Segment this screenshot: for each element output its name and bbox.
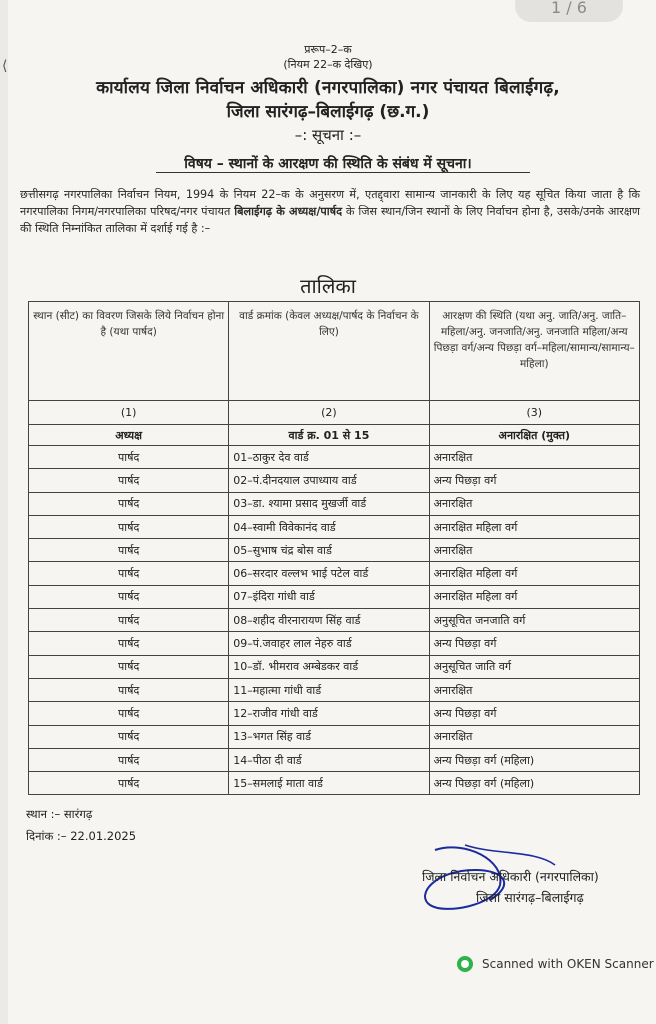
ward-post-cell: पार्षद — [29, 469, 229, 492]
corner-mark: ⟨ — [2, 58, 8, 74]
ward-post-cell: पार्षद — [29, 655, 229, 678]
place-label: स्थान :– सारंगढ़ — [26, 807, 93, 821]
subject-line: विषय – स्थानों के आरक्षण की स्थिति के संबंध में सूचना। — [184, 156, 472, 172]
table-row — [29, 492, 640, 515]
scanner-watermark — [456, 955, 654, 973]
table-row — [29, 725, 640, 748]
table-row — [29, 539, 640, 562]
reservation-status-cell: अनारक्षित — [429, 446, 639, 469]
signatory-line2: जिला सारंगढ़–बिलाईगढ़ — [476, 890, 584, 905]
ward-name-cell: 15–समलाई माता वार्ड — [229, 772, 429, 795]
president-status: अनारक्षित (मुक्त) — [429, 425, 639, 446]
ward-name-cell: 03–डा. श्यामा प्रसाद मुखर्जी वार्ड — [229, 492, 429, 515]
table-row — [29, 772, 640, 795]
table-row — [29, 678, 640, 701]
date-label: दिनांक :– 22.01.2025 — [26, 829, 137, 843]
reservation-status-cell: अनारक्षित महिला वर्ग — [429, 515, 639, 538]
ward-post-cell: पार्षद — [29, 562, 229, 585]
ward-post-cell: पार्षद — [29, 446, 229, 469]
ward-name-cell: 02–पं.दीनदयाल उपाध्याय वार्ड — [229, 469, 429, 492]
reservation-status-cell: अनुसूचित जनजाति वर्ग — [429, 609, 639, 632]
table-row — [29, 702, 640, 725]
president-ward: वार्ड क्र. 01 से 15 — [229, 425, 429, 446]
notice-heading: –: सूचना :– — [294, 126, 362, 144]
intro-paragraph — [20, 186, 640, 237]
ward-post-cell: पार्षद — [29, 539, 229, 562]
reservation-table — [28, 301, 640, 795]
reservation-status-cell: अनारक्षित महिला वर्ग — [429, 585, 639, 608]
president-row — [29, 425, 640, 446]
ward-name-cell: 14–पीठा दी वार्ड — [229, 748, 429, 771]
column-number-3: (3) — [429, 401, 639, 425]
reservation-status-cell: अनारक्षित — [429, 678, 639, 701]
table-row — [29, 585, 640, 608]
reservation-status-cell: अन्य पिछड़ा वर्ग — [429, 469, 639, 492]
ward-name-cell: 05–सुभाष चंद्र बोस वार्ड — [229, 539, 429, 562]
column-number-2: (2) — [229, 401, 429, 425]
office-title-line2: जिला सारंगढ़–बिलाईगढ़ (छ.ग.) — [226, 102, 430, 122]
table-row — [29, 562, 640, 585]
table-header-row — [29, 302, 640, 401]
oken-logo-icon — [456, 955, 474, 973]
ward-post-cell: पार्षद — [29, 492, 229, 515]
table-row — [29, 632, 640, 655]
table-row — [29, 515, 640, 538]
column-header-ward: वार्ड क्रमांक (केवल अध्यक्ष/पार्षद के निर्वाचन के लिए) — [229, 302, 429, 401]
reservation-status-cell: अनारक्षित महिला वर्ग — [429, 562, 639, 585]
ward-post-cell: पार्षद — [29, 678, 229, 701]
reservation-status-cell: अन्य पिछड़ा वर्ग — [429, 702, 639, 725]
ward-name-cell: 11–महात्मा गांधी वार्ड — [229, 678, 429, 701]
ward-rows — [29, 446, 640, 795]
ward-post-cell: पार्षद — [29, 772, 229, 795]
ward-name-cell: 12–राजीव गांधी वार्ड — [229, 702, 429, 725]
column-header-post: स्थान (सीट) का विवरण जिसके लिये निर्वाचन होना है (यथा पार्षद) — [29, 302, 229, 401]
column-number-1: (1) — [29, 401, 229, 425]
ward-name-cell: 13–भगत सिंह वार्ड — [229, 725, 429, 748]
ward-name-cell: 09–पं.जवाहर लाल नेहरु वार्ड — [229, 632, 429, 655]
column-number-row — [29, 401, 640, 425]
page-indicator: 1 / 6 — [515, 0, 623, 22]
intro-text: छत्तीसगढ़ नगरपालिका निर्वाचन नियम, 1994 के नियम 22–क के अनुसरण में, एतद्द्वारा सामान्य जानकारी के लिए यह सूचित किया जाता है कि नगरपालिका निगम/नगरपालिका परिषद/नगर पंचायत — [20, 188, 640, 218]
table-row — [29, 748, 640, 771]
ward-post-cell: पार्षद — [29, 609, 229, 632]
ward-name-cell: 04–स्वामी विवेकानंद वार्ड — [229, 515, 429, 538]
table-row — [29, 446, 640, 469]
ward-name-cell: 08–शहीद वीरनारायण सिंह वार्ड — [229, 609, 429, 632]
reservation-status-cell: अनुसूचित जाति वर्ग — [429, 655, 639, 678]
table-row — [29, 655, 640, 678]
reservation-status-cell: अनारक्षित — [429, 725, 639, 748]
ward-post-cell: पार्षद — [29, 585, 229, 608]
ward-post-cell: पार्षद — [29, 632, 229, 655]
reservation-status-cell: अनारक्षित — [429, 539, 639, 562]
ward-post-cell: पार्षद — [29, 725, 229, 748]
ward-name-cell: 07–इंदिरा गांधी वार्ड — [229, 585, 429, 608]
president-post: अध्यक्ष — [29, 425, 229, 446]
ward-post-cell: पार्षद — [29, 702, 229, 725]
form-number: प्ररूप–2–क — [304, 43, 352, 56]
ward-name-cell: 10–डॉ. भीमराव अम्बेडकर वार्ड — [229, 655, 429, 678]
intro-bold-text: बिलाईगढ़ के अध्यक्ष/पार्षद — [234, 205, 343, 218]
signatory-line1: जिला निर्वाचन अधिकारी (नगरपालिका) — [422, 869, 599, 884]
subject-underline — [156, 172, 530, 173]
reservation-status-cell: अन्य पिछड़ा वर्ग — [429, 632, 639, 655]
table-row — [29, 469, 640, 492]
reservation-status-cell: अन्य पिछड़ा वर्ग (महिला) — [429, 772, 639, 795]
ward-post-cell: पार्षद — [29, 748, 229, 771]
table-row — [29, 609, 640, 632]
rule-reference: (नियम 22–क देखिए) — [283, 58, 373, 71]
scanner-text: Scanned with OKEN Scanner — [482, 957, 654, 971]
ward-name-cell: 01–ठाकुर देव वार्ड — [229, 446, 429, 469]
reservation-status-cell: अन्य पिछड़ा वर्ग (महिला) — [429, 748, 639, 771]
column-header-status: आरक्षण की स्थिति (यथा अनु. जाति/अनु. जाति–महिला/अनु. जनजाति/अनु. जनजाति महिला/अन्य पिछड़ा वर्ग/अन्य पिछड़ा वर्ग–महिला/सामान्य/सामान्य–महिला) — [429, 302, 639, 401]
ward-name-cell: 06–सरदार वल्लभ भाई पटेल वार्ड — [229, 562, 429, 585]
ward-post-cell: पार्षद — [29, 515, 229, 538]
intro-rest-text: के जिस स्थान/जिन स्थानों के लिए निर्वाचन होना है, उसके/उनके आरक्षण की स्थिति निम्नांकित तालिका में दर्शाई गई है :– — [20, 205, 640, 235]
reservation-status-cell: अनारक्षित — [429, 492, 639, 515]
table-title: तालिका — [300, 274, 356, 298]
office-title-line1: कार्यालय जिला निर्वाचन अधिकारी (नगरपालिका) नगर पंचायत बिलाईगढ़, — [96, 78, 560, 98]
